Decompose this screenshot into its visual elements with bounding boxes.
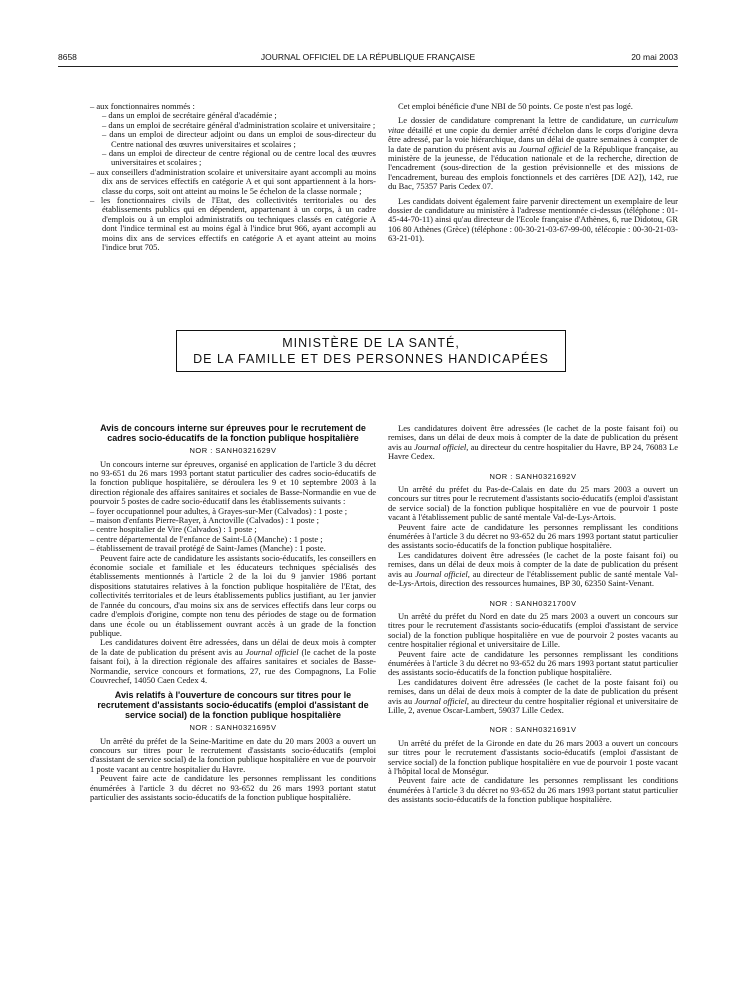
paragraph: Un arrêté du préfet du Nord en date du 25 mars 2003 a ouvert un concours sur titres pour le recrutement d'assistants socio-éducatifs (emploi d'assistant de service social) de la fonction publique hospitalière en vue de pourvoir 2 postes vacants au centre hospitalier régional et universitaire de Lille.	[388, 610, 678, 650]
notice-title: Avis de concours interne sur épreuves pour le recrutement de cadres socio-éducatifs de la fonction publique hospitalière	[100, 423, 366, 443]
paragraph: Le dossier de candidature comprenant la lettre de candidature, un curriculum vitae détaillé et une copie du dernier arrêté d'échelon dans le corps d'origine devra être adressé, par la voie hiérarchique, dans un délai de quatre semaines à compter de la date de parution du présent avis au Journal officiel de la République française, au ministère de la jeunesse, de l'éducation nationale et de la recherche, direction de l'encadrement (sous-direction de la gestion prévisionnelle et des missions de l'encadrement, bureau des emplois fonctionnels et des carrières [DE A2]), 142, rue du Bac, 75357 Paris Cedex 07.	[388, 115, 679, 192]
list-item: – dans un emploi de directeur de centre régional ou de centre local des œuvres universitaires et scolaires ;	[102, 148, 376, 168]
paragraph: Cet emploi bénéficie d'une NBI de 50 points. Ce poste n'est pas logé.	[398, 101, 633, 111]
paragraph: Un arrêté du préfet du Pas-de-Calais en date du 25 mars 2003 a ouvert un concours sur titres pour le recrutement d'assistants socio-éducatifs (emploi d'assistant de service social) de la fonction publique hospitalière en vue de pourvoir 1 poste vacant à l'établissement public de santé mentale Val-de-Lys-Artois.	[388, 484, 678, 523]
nor-reference: NOR : SANH0321692V	[489, 471, 577, 481]
paragraph: Les candidatures doivent être adressées (le cachet de la poste faisant foi) ou remises, dans un délai de deux mois à compter de la date de publication du présent avis au Journal officiel, au directeur du centre hospitalier régional et universitaire de Lille, 2, avenue Oscar-Lambert, 59037 Lille Cedex.	[388, 676, 679, 715]
nor-reference: NOR : SANH0321700V	[489, 598, 577, 608]
ministry-line: MINISTÈRE DE LA SANTÉ,	[282, 336, 460, 350]
list-item: – établissement de travail protégé de Saint-James (Manche) : 1 poste.	[90, 543, 326, 554]
paragraph: Un arrêté du préfet de la Seine-Maritime en date du 20 mars 2003 a ouvert un concours sur titres pour le recrutement d'assistants socio-éducatifs (emploi d'assistant de service social) de la fonction publique hospitalière en vue de pourvoir 1 poste vacant au centre hospitalier du Havre.	[90, 735, 376, 774]
nor-reference: NOR : SANH0321629V	[189, 446, 277, 456]
list-item: – aux fonctionnaires nommés :	[90, 101, 195, 111]
paragraph: Les candidatures doivent être adressées (le cachet de la poste faisant foi) ou remises, dans un délai de deux mois à compter de la date de publication du présent avis au Journal officiel, au directeur de l'établissement public de santé mentale Val-de-Lys-Artois, direction des ressources humaines, BP 30, 62350 Saint-Venant.	[388, 549, 678, 589]
list-item: – centre hospitalier de Vire (Calvados) : 1 poste ;	[90, 524, 257, 535]
right-column	[388, 424, 678, 805]
left-column	[90, 424, 376, 802]
list-item: – dans un emploi de directeur adjoint ou dans un emploi de sous-directeur du Centre national des œuvres universitaires et scolaires ;	[102, 129, 376, 149]
list-item: – centre départemental de l'enfance de Saint-Lô (Manche) : 1 poste ;	[90, 533, 323, 544]
paragraph: Les candidatures doivent être adressées, dans un délai de deux mois à compter de la date de publication du présent avis au Journal officiel (le cachet de la poste faisant foi), à la direction régionale des affaires sanitaires et sociales de Basse-Normandie, service concours et formations, 27, rue des Compagnons, La Folie Couvrechef, 14050 Caen Cedex 4.	[90, 637, 376, 685]
nor-reference: NOR : SANH0321695V	[189, 723, 277, 733]
paragraph: Un arrêté du préfet de la Gironde en date du 26 mars 2003 a ouvert un concours sur titres pour le recrutement d'assistants socio-éducatifs (emploi d'assistant de service social) de la fonction publique hospitalière en vue de pourvoir 1 poste vacant à l'hôpital local de Monségur.	[388, 737, 678, 776]
paragraph: Les candidatures doivent être adressées (le cachet de la poste faisant foi) ou remises, dans un délai de deux mois à compter de la date de publication du présent avis au Journal officiel, au directeur du centre hospitalier du Havre, BP 24, 76083 Le Havre Cedex.	[388, 423, 678, 462]
list-item: – les fonctionnaires civils de l'Etat, des collectivités territoriales ou des établissements publics qui en dépendent, appartenant à un corps, à un cadre d'emplois ou à un emploi administratifs ou techniques classés en catégorie A dont l'indice terminal est au moins égal à l'indice brut 966, ayant accompli au moins dix ans de services effectifs en catégorie A et ayant atteint au moins l'indice brut 705.	[90, 195, 376, 253]
paragraph: Peuvent faire acte de candidature les personnes remplissant les conditions énumérées à l'article 3 du décret no 93-652 du 26 mars 1993 portant statut particulier des assistants socio-éducatifs de la fonction publique hospitalière.	[388, 521, 678, 551]
paragraph: Les candidats doivent également faire parvenir directement un exemplaire de leur dossier de candidature au ministère à l'adresse mentionnée ci-dessus (téléphone : 01-45-44-70-11) ainsi qu'au directeur de l'Ecole française d'Athènes, 6, rue Didotou, GR 106 80 Athènes (Grèce) (téléphone : 00-30-21-03-67-99-00, télécopie : 00-30-21-03-63-21-01).	[388, 195, 678, 244]
paragraph: Peuvent faire acte de candidature les personnes remplissant les conditions énumérées à l'article 3 du décret no 93-652 du 26 mars 1993 portant statut particulier des assistants socio-éducatifs de la fonction publique hospitalière.	[90, 773, 376, 802]
top-left-column	[90, 102, 376, 253]
page-number: 8658	[58, 52, 77, 62]
ministry-heading	[176, 330, 566, 372]
paragraph: Peuvent faire acte de candidature les personnes remplissant les conditions énumérées à l'article 3 du décret no 93-652 du 26 mars 1993 portant statut particulier des assistants socio-éducatifs de la fonction publique hospitalière.	[388, 648, 678, 678]
list-item: – maison d'enfants Pierre-Rayer, à Anctoville (Calvados) : 1 poste ;	[90, 515, 319, 526]
top-right-column	[388, 102, 678, 244]
page-header	[58, 52, 678, 64]
nor-reference: NOR : SANH0321691V	[489, 725, 577, 735]
list-item: – dans un emploi de secrétaire général d'administration scolaire et universitaire ;	[102, 119, 376, 130]
notice-title: Avis relatifs à l'ouverture de concours sur titres pour le recrutement d'assistants socio-éducatifs (emploi d'assistant de service social) de la fonction publique hospitalière	[97, 690, 369, 720]
paragraph: Peuvent faire acte de candidature les personnes remplissant les conditions énumérées à l'article 3 du décret no 93-652 du 26 mars 1993 portant statut particulier des assistants socio-éducatifs de la fonction publique hospitalière.	[388, 775, 678, 805]
ministry-line: DE LA FAMILLE ET DES PERSONNES HANDICAPÉES	[193, 352, 549, 366]
paragraph: Un concours interne sur épreuves, organisé en application de l'article 3 du décret no 93-651 du 26 mars 1993 portant statut particulier des cadres socio-éducatifs de la fonction publique hospitalière, se déroulera les 9 et 10 septembre 2003 à la direction régionale des affaires sanitaires et sociales de Basse-Normandie en vue de pourvoir 5 postes de cadre socio-éducatif dans les établissements suivants :	[90, 458, 376, 507]
paragraph: Peuvent faire acte de candidature les assistants socio-éducatifs, les conseillers en économie sociale et familiale et les éducateurs techniques spécialisés des établissements mentionnés à l'article 2 de la loi du 9 janvier 1986 portant dispositions statutaires relatives à la fonction publique hospitalière de l'Etat, des collectivités territoriales et de leurs établissements publics justifiant, au 1er janvier de l'année du concours, d'au moins six ans de services effectifs dans leur corps ou cadre d'emplois d'origine, compte non tenu des périodes de stage ou de formation dans une école ou un établissement ouvrant accès à un grade de la fonction publique.	[90, 552, 376, 638]
list-item: – foyer occupationnel pour adultes, à Grayes-sur-Mer (Calvados) : 1 poste ;	[90, 505, 348, 516]
list-item: – dans un emploi de secrétaire général d'académie ;	[102, 110, 277, 121]
list-item: – aux conseillers d'administration scolaire et universitaire ayant accompli au moins dix ans de services effectifs en catégorie A et qui sont appartiennent à la hors-classe du corps, soit ont atteint au moins le 5e échelon de la classe normale ;	[90, 166, 376, 196]
issue-date: 20 mai 2003	[631, 52, 678, 62]
journal-title: JOURNAL OFFICIEL DE LA RÉPUBLIQUE FRANÇAISE	[260, 52, 476, 62]
header-rule	[58, 66, 678, 67]
